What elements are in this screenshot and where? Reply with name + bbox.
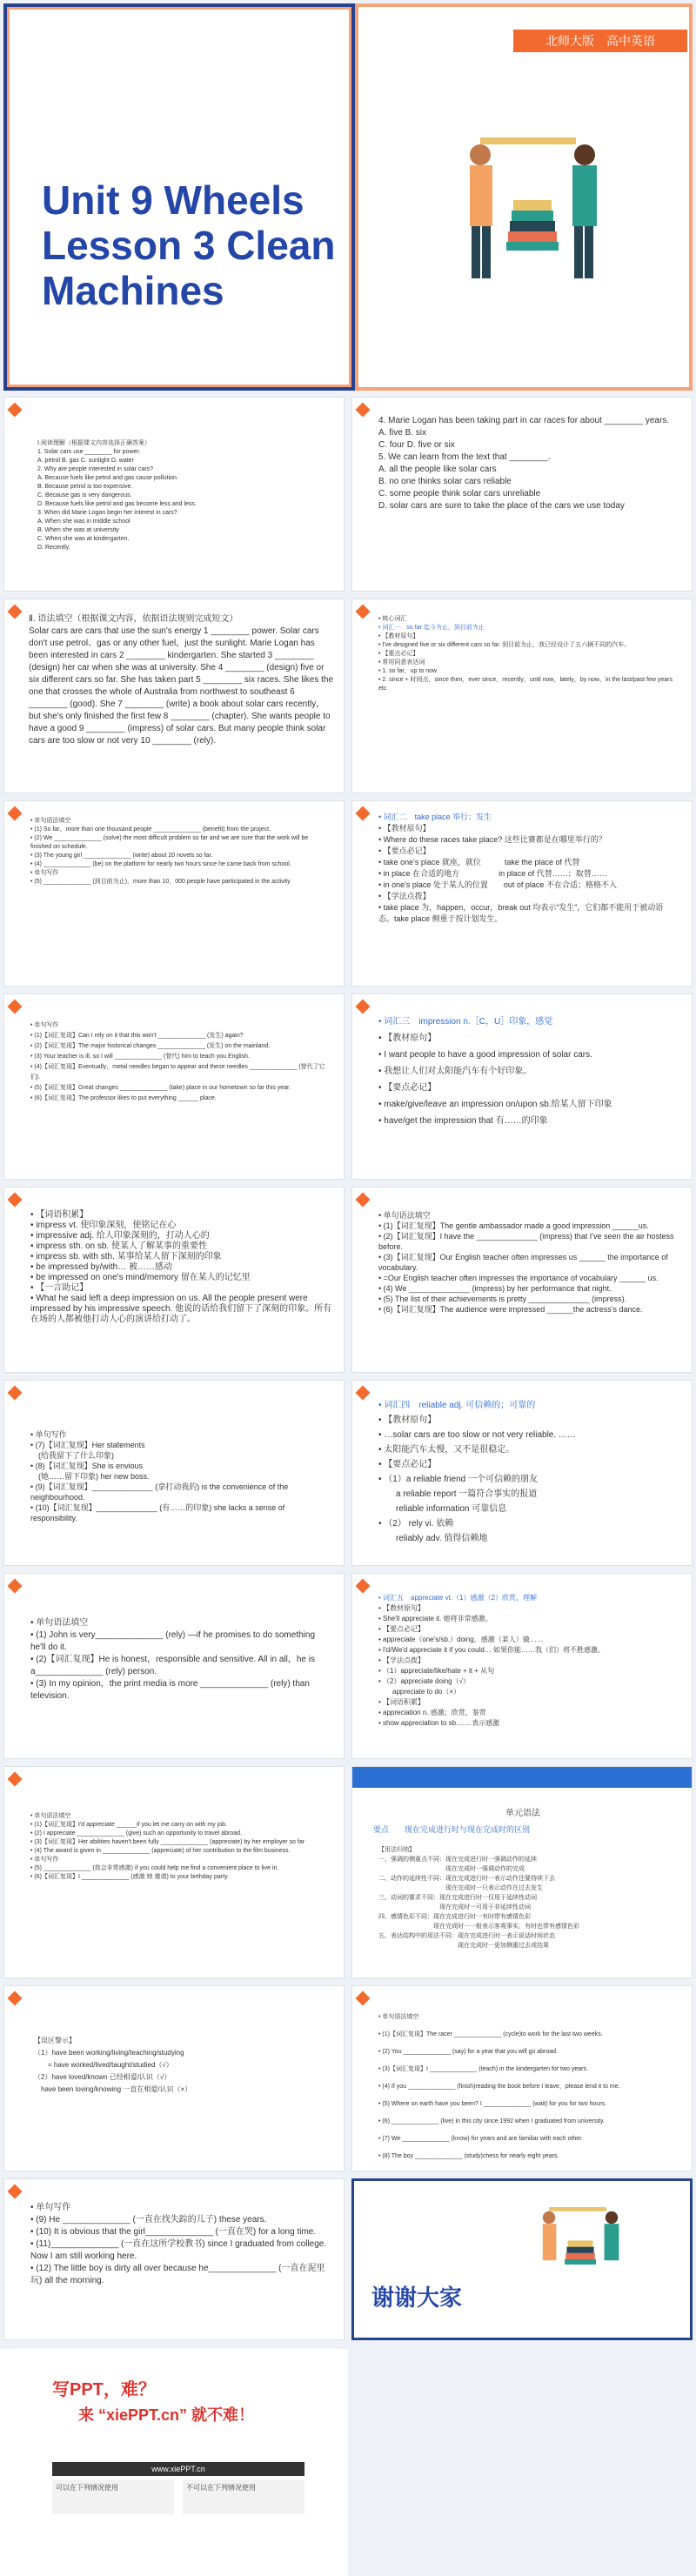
grammar-row: 二、动作的延续性不同：现在完成进行时一表示动作还要持续下去 — [378, 1876, 555, 1882]
title-slide-right — [355, 3, 693, 391]
phrase-line: • have/get the impression that 有……的印象 — [378, 1116, 548, 1126]
exercise-line: • (9) He ______________ (一直在找失踪的儿子) these years. — [30, 2215, 267, 2225]
exercise-line: • (10)【词汇复现】______________ (有……的印象) she lacks a sense of responsibility. — [30, 1503, 285, 1522]
sub-heading: • 【要点必记】 — [378, 1460, 437, 1469]
sub-heading: • 【要点必记】 — [378, 846, 431, 855]
slide-exercise-so-far — [3, 800, 345, 987]
corner-diamond — [8, 1000, 23, 1014]
example-translation: • 太阳能汽车太慢，又不是很稳定。 — [378, 1445, 515, 1455]
title-line-3: Machines — [42, 268, 224, 313]
exercise-line: • (5) The list of their achievements is pretty ______________ (impress). — [378, 1295, 627, 1303]
exercise-line: • (5)【词汇复现】Great changes ______________ (take) place in our hometown so far this year. — [30, 1085, 291, 1091]
slide-grammar-fill — [3, 599, 345, 793]
option-line: D. solar cars are sure to take the place of the cars we use today — [378, 501, 625, 511]
phrase-line: • （2）appreciate doing（√） — [378, 1677, 471, 1685]
option-line: C. Because gas is very dangerous. — [37, 492, 132, 498]
exercise-line: • (3)【词汇复现】Our English teacher often impresses us ______ the importance of vocabulary. — [378, 1253, 668, 1272]
grammar-row: 四、感情色彩不同：现在完成进行时一有时带有感情色彩 — [378, 1914, 531, 1920]
question-line: 3. When did Marie Logan begin her interest in cars? — [37, 510, 177, 516]
note-line: • take place 为，happen，occur，break out 均表示“发生”，它们都不能用于被动语态。take place 侧重于按计划发生。 — [378, 903, 664, 923]
vocab-heading: • 词汇二 take place 举行；发生 — [378, 813, 492, 821]
corner-diamond — [8, 806, 23, 821]
slide-vocab-impression — [351, 994, 693, 1180]
section-heading: Ⅱ. 语法填空（根据课文内容，依据语法规则完成短文） — [29, 614, 238, 624]
sub-heading: • 【教材原句】 — [378, 633, 419, 639]
corner-diamond — [8, 403, 23, 418]
title-line-1: Unit 9 Wheels — [42, 177, 304, 223]
slide-exercise-reliable — [3, 1573, 345, 1759]
option-line: C. four D. five or six — [378, 440, 455, 450]
corner-diamond — [356, 1991, 371, 2006]
slide-exercise-grammar — [351, 1985, 693, 2171]
corner-diamond — [8, 1193, 23, 1208]
phrase-line: • make/give/leave an impression on/upon sb.给某人留下印象 — [378, 1100, 612, 1109]
word-line: • impress sb. with sth. 某事给某人留下深刻的印象 — [30, 1252, 222, 1261]
example-sentence: • What he said left a deep impression on us. All the people present were impressed by his impressive speech. 他说的话给我们留下了深刻的印象。所有在场的人都被他打动人心的演讲给打动了。 — [30, 1294, 332, 1324]
slide-reading-questions — [351, 397, 693, 592]
exercise-line: • (8) The boy ______________ (study)chess for nearly eight years. — [378, 2153, 559, 2159]
slide-vocab-appreciate — [351, 1573, 693, 1759]
section-heading: • 单句写作 — [30, 1857, 59, 1863]
note-line: • 2. since + 时间点，since then，ever since，recently，until now，lately，by now，in the last/past few years etc — [378, 677, 673, 692]
phrase-line: • （2） rely vi. 依赖 — [378, 1519, 454, 1529]
option-line: B. When she was at university — [37, 527, 119, 533]
ad-column-allowed: 可以在下列情况使用 — [52, 2479, 174, 2514]
vocab-heading: • 词汇三 impression n.［C，U］印象，感觉 — [378, 1017, 553, 1027]
section-heading: • 单句语法填空 — [30, 1813, 71, 1819]
note-line: （1）have been working/living/teaching/studying — [34, 2049, 184, 2057]
corner-diamond — [8, 2185, 23, 2199]
exercise-line: • (3) The young girl ______________ (write) about 20 novels so far. — [30, 853, 213, 859]
exercise-line: • (5) ______________ (到目前为止)，more than 10，000 people have participated in the activity — [30, 879, 291, 885]
exercise-line: • (3)【词汇复现】Her abilities haven't been fully ______________ (appreciate) by her employer so far — [30, 1839, 305, 1845]
exercise-line: • (12) The little boy is dirty all over because he______________ (一直在泥里玩) all the morning. — [30, 2264, 325, 2285]
sub-heading: • 【教材原句】 — [378, 1034, 437, 1043]
note-line: • 1. so far，up to now — [378, 668, 438, 674]
exercise-line: • (4) If you ______________ (finish)reading the book before I leave，please lend it to me. — [378, 2084, 620, 2090]
vocab-heading: • 词汇四 reliable adj. 可信赖的；可靠的 — [378, 1401, 536, 1410]
phrase-line: • （1）appreciate/like/hate + it + 从句 — [378, 1667, 495, 1675]
exercise-line: • (4) The award is given in ______________ (appreciate) of her contribution to the film business. — [30, 1848, 291, 1854]
ad-line-2: 来 “xiePPT.cn” 就不难！ — [78, 2406, 255, 2424]
exercise-line: • (7)【词汇复现】Her statements — [30, 1441, 145, 1449]
phrase-line: • take one's place 就座，就位 take the place of 代替 — [378, 858, 580, 866]
section-heading: • 单句语法填空 — [378, 1211, 431, 1220]
question-line: 1. Solar cars use ________ for power. — [37, 449, 141, 455]
exercise-line: • (7) We ______________ (know) for years and are familiar with each other. — [378, 2136, 584, 2142]
grammar-subtitle: 要点 现在完成进行时与现在完成时的区别 — [373, 1825, 531, 1834]
exercise-line: • (4)【词汇复现】Eventually，metal needles began to appear and these needles ______________ (替代了它们). — [30, 1064, 325, 1081]
exercise-line: • (2)【词汇复现】The major historical changes ______________ (发生) on the mainland. — [30, 1043, 271, 1049]
grammar-header-bar — [352, 1767, 692, 1788]
exercise-line: • (3) Your teacher is ill, so I will ______________ (替代) him to teach you English. — [30, 1054, 250, 1060]
exercise-line: • (6)【词汇复现】The audience were impressed ______the actress's dance. — [378, 1305, 643, 1314]
corner-diamond — [8, 1386, 23, 1401]
ad-url[interactable]: www.xiePPT.cn — [52, 2462, 304, 2476]
phrase-line: • （1）a reliable friend 一个可信赖的朋友 — [378, 1475, 538, 1484]
grammar-row: 现在完成时一只表示动作在过去发生 — [378, 1885, 543, 1891]
corner-diamond — [356, 1579, 371, 1594]
section-heading: • 单句语法填空 — [378, 2014, 419, 2020]
slide-thanks — [351, 2178, 693, 2340]
exercise-line: • (8)【词汇复现】She is envious — [30, 1462, 144, 1470]
grammar-row: 现在完成时一一般表示客观事实，有时也带有感情色彩 — [378, 1924, 579, 1930]
option-line: A. five B. six — [378, 428, 427, 438]
exercise-line: • (6)【词汇复现】I ______________ (感激 她 邀请) to your birthday party. — [30, 1874, 229, 1880]
vocab-heading: • 词汇五 appreciate vt.（1）感激（2）欣赏，理解 — [378, 1594, 537, 1602]
sub-heading: • 【要点必记】 — [378, 1625, 425, 1633]
slide-writing-grammar — [3, 2178, 345, 2340]
corner-diamond — [8, 1772, 23, 1787]
option-line: A. When she was in middle school — [37, 519, 130, 525]
exercise-line: • (2) You ______________ (say) for a year that you will go abroad. — [378, 2049, 558, 2055]
exercise-line: • (1)【词汇复现】The racer ______________ (cycle)to work for the last two weeks. — [378, 2031, 603, 2037]
word-line: • impress vt. 使印象深刻，使铭记在心 — [30, 1221, 177, 1230]
slide-exercise-impression — [351, 1187, 693, 1373]
section-heading: • 单句写作 — [30, 2203, 71, 2212]
exercise-line: • (2)【词汇复现】He is honest，responsible and sensitive. All in all，he is a______________ (rely) person. — [30, 1655, 315, 1676]
slide-vocab-take-place — [351, 800, 693, 987]
corner-diamond — [356, 403, 371, 418]
exercise-line: (她……留下印象) her new boss. — [30, 1472, 150, 1481]
exercise-line: • (10) It is obvious that the girl______________ (一直在哭) for a long time. — [30, 2227, 317, 2237]
word-line: • impress sth. on sb. 使某人了解某事的重要性 — [30, 1241, 207, 1251]
phrase-line: appreciate to do（×） — [378, 1688, 461, 1696]
thanks-text: 谢谢大家 — [371, 2285, 463, 2311]
sub-heading: • 【要点必记】 — [378, 651, 419, 657]
question-line: 5. We can learn from the text that ________. — [378, 452, 551, 462]
exercise-line: • (5) ______________ (我会非常感激) if you could help me find a convenient place to live in. — [30, 1865, 279, 1871]
exercise-line: • (9)【词汇复现】______________ (拿打动我的) is the convenience of the neighbourhood. — [30, 1482, 289, 1502]
sub-heading: 【误区警示】 — [34, 2037, 76, 2044]
phrase-line: • show appreciation to sb.……表示感激 — [378, 1719, 500, 1727]
example-sentence: • Where do these races take place? 这些比赛都是在哪里举行的？ — [378, 835, 606, 844]
phrase-line: • appreciate（one's/sb.）doing，感激（某人）做…… — [378, 1636, 544, 1643]
passage-text: Solar cars are cars that use the sun's energy 1 ________ power. Solar cars don't use petrol、gas or any other fuel，just the sunlight. Marie Logan has been interested in cars 2 ________ kindergarten. She started 3 ________ (design) her car when she was at university. She 4 ________ (design) five or six different cars so far. She has taken part 5 ________ six races. She likes the one that crosses the whole of Australia from northwest to southeast 6 ________ (good). She 7 ________ (write) a book about solar cars recently，but she's only finished the first few 8 ________ (chapter). She wants people to have a good 9 ________ (impress) of solar cars. But many people think solar cars are too slow or not very 10 ________ (rely). — [29, 626, 334, 746]
slide-reading-comprehension — [3, 397, 345, 592]
exercise-line: • (2) I appreciate ______________ (give) such an opportunity to travel abroad. — [30, 1830, 242, 1837]
option-line: A. Because fuels like petrol and gas cause pollution. — [37, 475, 178, 481]
question-line: 4. Marie Logan has been taking part in car races for about ________ years. — [378, 416, 670, 425]
exercise-line: • (3) In my opinion，the print media is more ______________ (rely) than television. — [30, 1679, 310, 1701]
slide-exercise-take-place — [3, 994, 345, 1180]
section-heading: • 单句语法填空 — [30, 1618, 89, 1628]
corner-diamond — [8, 605, 23, 619]
option-line: C. When she was at kindergarten. — [37, 536, 130, 542]
grammar-row: 现在完成时一强调动作的完成 — [378, 1866, 525, 1872]
question-line: 2. Why are people interested in solar cars? — [37, 466, 154, 472]
phrase-line: • in place 在合适的地方 in place of 代替……；取替…… — [378, 869, 607, 878]
phrase-line: • appreciation n. 感激；欣赏，鉴赏 — [378, 1709, 486, 1716]
exercise-line: • (1)【词汇复现】I'd appreciate ______if you let me carry on with my job. — [30, 1822, 227, 1828]
example-sentence: • I've designed five or six different cars so far. 到目前为止，我已经设计了五六辆不同的汽车。 — [378, 642, 631, 648]
corner-diamond — [356, 1000, 371, 1014]
example-sentence: • I want people to have a good impression of solar cars. — [378, 1050, 592, 1060]
section-heading: • 单句写作 — [30, 1430, 67, 1439]
exercise-line: • (6) ______________ (live) in this city since 1992 when I graduated from university. — [378, 2118, 605, 2124]
sub-heading: • 【学法点拨】 — [378, 1656, 425, 1664]
option-line: A. petrol B. gas C. sunlight D. water — [37, 458, 134, 464]
phrase-line: reliable information 可靠信息 — [378, 1504, 507, 1514]
grammar-row: 现在完成时一可用于非延续性动词 — [378, 1904, 531, 1910]
option-line: D. Because fuels like petrol and gas become less and less. — [37, 501, 197, 507]
exercise-line: • (1)【词汇复现】Can I rely on it that this won't ______________ (发生) again? — [30, 1033, 244, 1039]
note-line: = have worked/lived/taught/studied（√） — [34, 2061, 173, 2069]
slide-vocab-reliable — [351, 1380, 693, 1566]
vocab-heading: • 词汇一 so far 迄今为止，到目前为止 — [378, 625, 485, 631]
corner-diamond — [356, 1386, 371, 1401]
option-line: D. Recently. — [37, 545, 70, 551]
exercise-line: • (1) So far，more than one thousand people ______________ (benefit) from the project. — [30, 826, 271, 833]
grammar-row: 一、强调的侧重点不同：现在完成进行时一强调动作的延续 — [378, 1857, 537, 1863]
exercise-line: • (4) We ______________ (impress) by her performance that night. — [378, 1284, 612, 1293]
slide-vocab-so-far — [351, 599, 693, 793]
exercise-line: • (1)【词汇复现】The gentle ambassador made a good impression ______us. — [378, 1221, 649, 1230]
sub-heading: • 【词语积累】 — [378, 1698, 425, 1706]
word-line: • impressive adj. 给人印象深刻的，打动人心的 — [30, 1231, 210, 1241]
grammar-row: 三、动词的要求不同：现在完成进行时一仅用于延续性动词 — [378, 1895, 537, 1901]
corner-diamond — [8, 1579, 23, 1594]
note-line: （2）have loved/known 已经相爱/认识（√） — [34, 2073, 171, 2081]
sub-heading: • 【学法点拨】 — [378, 892, 431, 900]
exercise-line: • (4) ______________ (be) on the platform for nearly two hours since he came back from school. — [30, 861, 291, 867]
exercise-line: • (3)【词汇复现】I ______________ (teach) in the kindergarten for two years. — [378, 2066, 588, 2072]
example-translation: • 我想让人们对太阳能汽车有个好印象。 — [378, 1067, 532, 1076]
corner-diamond — [356, 806, 371, 821]
slide-error-warning — [3, 1985, 345, 2171]
example-sentence: • She'll appreciate it. 她将非常感激。 — [378, 1615, 492, 1623]
corner-diamond — [8, 1991, 23, 2006]
sub-heading: • 【词语积累】 — [30, 1210, 89, 1220]
note-line: have been loving/knowing 一直在相爱/认识（×） — [34, 2085, 192, 2093]
option-line: B. Because petrol is too expensive. — [37, 484, 133, 490]
sub-heading: • 【教材原句】 — [378, 824, 431, 833]
grammar-row: 【用法归纳】 — [378, 1847, 415, 1853]
students-reading-illustration — [528, 2202, 632, 2280]
grammar-row: 现在完成时一更加侧重过去或结果 — [378, 1943, 549, 1949]
students-reading-illustration — [445, 120, 619, 294]
title-slide — [3, 3, 355, 391]
slide-unit-grammar — [351, 1766, 693, 1978]
footer-ad — [0, 2349, 348, 2576]
section-heading: • 核心词汇 — [378, 616, 407, 622]
grammar-row: 五、表达结构中的用法不同：现在完成进行时一表示说话时间状态 — [378, 1933, 555, 1939]
exercise-line: • (11)______________ (一直在这所学校教书) since I graduated from college. Now I am still working here. — [30, 2239, 327, 2261]
exercise-line: • (5) Where on earth have you been? I ______________ (wait) for you for two hours. — [378, 2101, 606, 2107]
exercise-line: • (2)【词汇复现】I have the ______________ (impress) that I've seen the air hostess before. — [378, 1232, 674, 1251]
sub-heading: • 【教材原句】 — [378, 1604, 425, 1612]
exercise-line: • (6)【词汇复现】The professor likes to put everything ______ place. — [30, 1095, 217, 1101]
exercise-line: (给我留下了什么印象) — [30, 1451, 114, 1460]
slide-writing-impression — [3, 1380, 345, 1566]
word-line: • be impressed on one's mind/memory 留在某人的记忆里 — [30, 1273, 251, 1282]
note-line: • 常用同意表达词 — [378, 659, 425, 666]
section-heading: • 单句写作 — [30, 870, 59, 876]
phrase-line: • I'd/We'd appreciate it if you could… 如果你能……我（们）将不胜感激。 — [378, 1646, 605, 1654]
slide-word-accumulation — [3, 1187, 345, 1373]
exercise-line: • (2) We ______________ (solve) the most difficult problem so far and we are sure that the work will be finished on schedule. — [30, 835, 309, 850]
section-heading: • 单句语法填空 — [30, 818, 71, 824]
sub-heading: • 【教材原句】 — [378, 1415, 437, 1425]
slide-exercise-appreciate — [3, 1766, 345, 1978]
title-line-2: Lesson 3 Clean — [42, 223, 336, 268]
option-line: C. some people think solar cars unreliable — [378, 489, 541, 498]
option-line: B. no one thinks solar cars reliable — [378, 477, 512, 486]
lesson-title — [42, 177, 335, 313]
phrase-line: • in one's place 处于某人的位置 out of place 不在合适；格格不入 — [378, 880, 617, 889]
word-line: • be impressed by/with… 被……感动 — [30, 1262, 172, 1272]
ad-line-1: 写PPT，难？ — [52, 2380, 156, 2399]
sub-heading: • 【要点必记】 — [378, 1083, 437, 1093]
phrase-line: a reliable report 一篇符合事实的报道 — [378, 1489, 538, 1499]
exercise-line: • =Our English teacher often impresses the importance of vocabulary ______ us. — [378, 1274, 659, 1282]
section-heading: Ⅰ.阅读理解（根据课文内容选择正确答案） — [37, 440, 151, 446]
corner-diamond — [356, 1193, 371, 1208]
edition-tag: 北师大版 高中英语 — [513, 30, 687, 52]
example-sentence: • …solar cars are too slow or not very reliable. …… — [378, 1430, 576, 1440]
corner-diamond — [356, 605, 371, 619]
ad-column-forbidden: 不可以在下列情况使用 — [183, 2479, 304, 2514]
option-line: A. all the people like solar cars — [378, 465, 497, 474]
grammar-title: 单元语法 — [505, 1809, 540, 1818]
section-heading: • 单句写作 — [30, 1022, 59, 1028]
sub-heading: • 【一言助记】 — [30, 1283, 89, 1293]
phrase-line: reliably adv. 值得信赖地 — [378, 1534, 488, 1543]
exercise-line: • (1) John is very______________ (rely) —if he promises to do something he'll do it. — [30, 1630, 316, 1652]
